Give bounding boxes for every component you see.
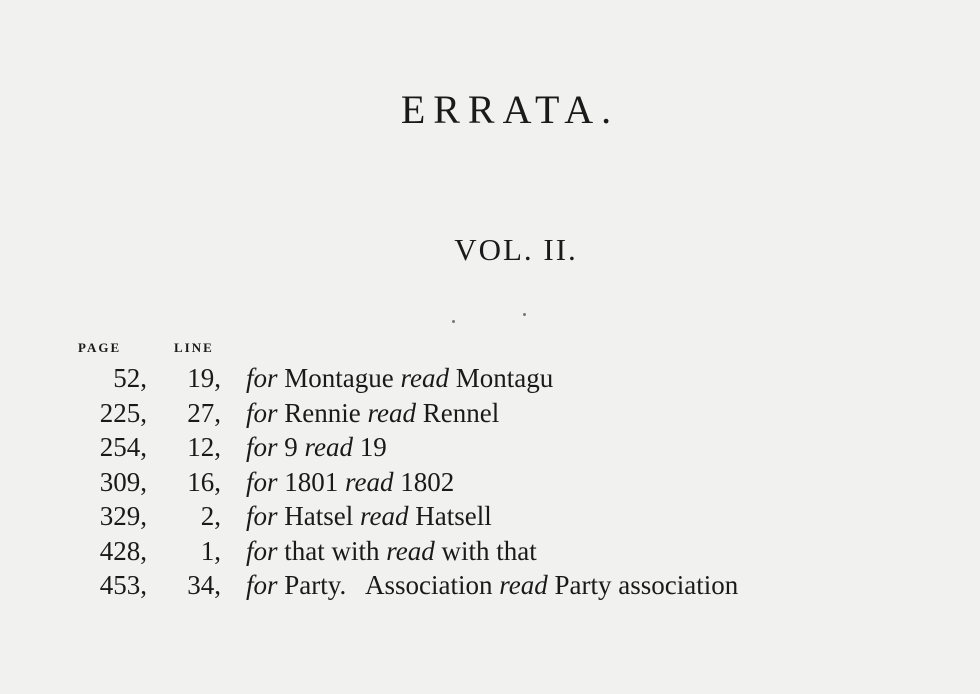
read-word: read xyxy=(360,501,409,531)
wrong-text: Rennie xyxy=(284,397,361,428)
for-word: for xyxy=(246,363,278,393)
page-number: 309, xyxy=(99,466,147,497)
for-word: for xyxy=(246,397,278,428)
correction-text xyxy=(246,396,499,430)
errata-row xyxy=(0,499,980,534)
correction-text xyxy=(246,499,492,533)
errata-list xyxy=(0,361,980,603)
errata-row xyxy=(0,361,980,396)
page-number: 453, xyxy=(99,570,147,600)
line-number: 12, xyxy=(187,432,221,462)
errata-row xyxy=(0,396,980,431)
wrong-text: Party. Association xyxy=(284,570,493,600)
correct-text: Rennel xyxy=(422,397,500,428)
line-number: 1, xyxy=(200,535,221,566)
correct-text: Hatsell xyxy=(415,501,492,531)
errata-row xyxy=(0,465,980,500)
wrong-text: that with xyxy=(284,535,380,566)
page-number: 254, xyxy=(99,432,147,462)
wrong-text: 1801 xyxy=(284,466,339,497)
page-number: 428, xyxy=(99,535,147,566)
read-word: read xyxy=(345,466,394,497)
read-word: read xyxy=(304,432,354,462)
correct-text: Montagu xyxy=(455,363,554,393)
correct-text: 1802 xyxy=(400,466,455,497)
for-word: for xyxy=(246,535,278,566)
errata-row xyxy=(0,430,980,465)
correction-text xyxy=(246,430,387,464)
errata-row xyxy=(0,568,980,603)
line-number: 2, xyxy=(200,501,221,531)
correct-text: 19 xyxy=(359,432,387,462)
wrong-text: Montague xyxy=(284,363,394,393)
wrong-text: 9 xyxy=(284,432,298,462)
correct-text: with that xyxy=(441,535,537,566)
column-headers xyxy=(0,340,980,360)
errata-row xyxy=(0,534,980,569)
correct-text: Party association xyxy=(554,570,739,600)
read-word: read xyxy=(400,363,449,393)
line-column-header: LINE xyxy=(174,340,214,355)
correction-text xyxy=(246,465,454,499)
ink-speck xyxy=(452,320,455,323)
page-number: 52, xyxy=(113,363,147,393)
read-word: read xyxy=(499,570,548,600)
line-number: 27, xyxy=(187,397,221,428)
read-word: read xyxy=(386,535,435,566)
ink-speck xyxy=(523,313,526,316)
page-title: ERRATA. xyxy=(400,87,620,132)
for-word: for xyxy=(246,466,278,497)
page-column-header: PAGE xyxy=(78,340,122,355)
line-number: 16, xyxy=(187,466,221,497)
correction-text xyxy=(246,534,537,568)
correction-text xyxy=(246,361,553,395)
volume-heading: VOL. II. xyxy=(454,232,578,267)
for-word: for xyxy=(246,432,278,462)
line-number: 19, xyxy=(187,363,221,393)
for-word: for xyxy=(246,501,278,531)
page-number: 329, xyxy=(99,501,147,531)
read-word: read xyxy=(367,397,416,428)
line-number: 34, xyxy=(187,570,221,600)
for-word: for xyxy=(246,570,278,600)
correction-text xyxy=(246,568,738,602)
wrong-text: Hatsel xyxy=(284,501,354,531)
page-number: 225, xyxy=(99,397,147,428)
